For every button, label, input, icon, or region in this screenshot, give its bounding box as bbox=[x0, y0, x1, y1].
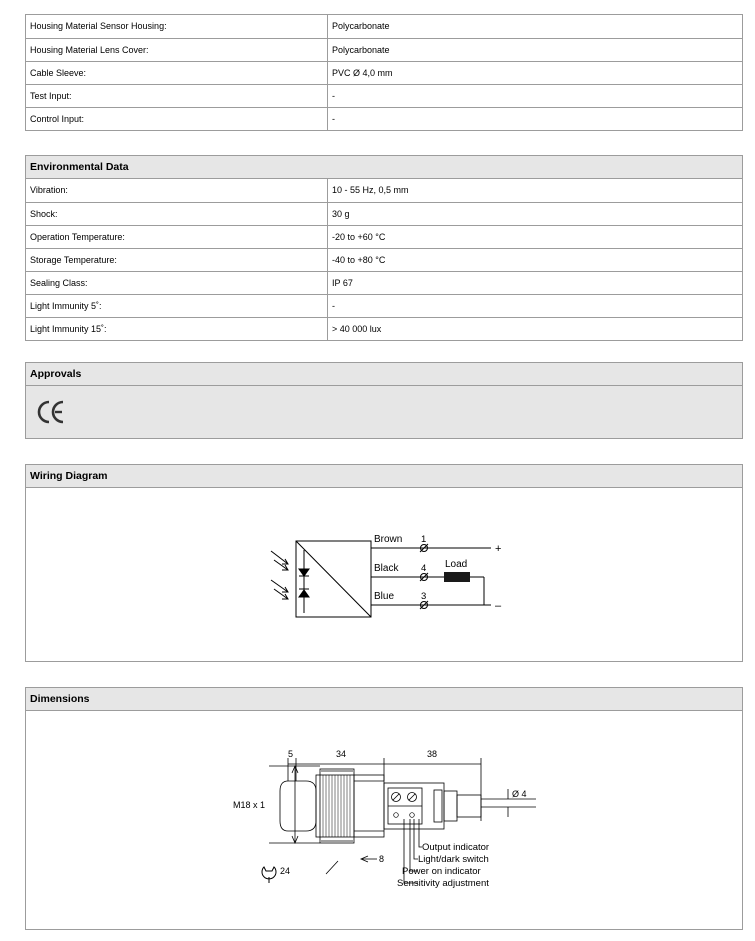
row-label: Housing Material Sensor Housing: bbox=[26, 15, 328, 38]
table-row bbox=[26, 202, 742, 225]
row-label: Housing Material Lens Cover: bbox=[26, 39, 328, 61]
table-row bbox=[26, 248, 742, 271]
row-label: Vibration: bbox=[26, 179, 328, 202]
row-value: 30 g bbox=[332, 209, 350, 219]
row-label: Operation Temperature: bbox=[26, 226, 328, 248]
environmental-data-section bbox=[25, 155, 743, 341]
dimension-34: 34 bbox=[336, 749, 347, 759]
approvals-section bbox=[25, 362, 743, 439]
dimension-cable-diameter: Ø 4 bbox=[512, 789, 527, 799]
section-title: Environmental Data bbox=[26, 156, 742, 179]
row-value: -20 to +60 °C bbox=[332, 232, 386, 242]
dimensions-drawing bbox=[26, 711, 742, 929]
table-row bbox=[26, 15, 742, 38]
table-row bbox=[26, 84, 742, 107]
row-value: Polycarbonate bbox=[332, 21, 390, 31]
row-value: Polycarbonate bbox=[332, 45, 390, 55]
section-title: Wiring Diagram bbox=[26, 465, 742, 488]
wire-label: Black bbox=[374, 563, 399, 574]
table-row bbox=[26, 317, 742, 340]
dimension-thread: M18 x 1 bbox=[233, 800, 266, 810]
dimension-8: 8 bbox=[379, 854, 385, 864]
section-title: Approvals bbox=[26, 363, 742, 386]
row-value: 10 - 55 Hz, 0,5 mm bbox=[332, 185, 409, 195]
row-label: Cable Sleeve: bbox=[26, 62, 328, 84]
wire-label: Brown bbox=[374, 534, 403, 545]
section-title: Dimensions bbox=[26, 688, 742, 711]
row-value: PVC Ø 4,0 mm bbox=[332, 68, 393, 78]
row-label: Shock: bbox=[26, 203, 328, 225]
table-row bbox=[26, 38, 742, 61]
dimension-38: 38 bbox=[427, 749, 438, 759]
table-row bbox=[26, 107, 742, 130]
wire-label: Blue bbox=[374, 591, 395, 602]
row-label: Control Input: bbox=[26, 108, 328, 130]
row-value: - bbox=[332, 91, 335, 101]
ce-mark-icon bbox=[36, 399, 66, 430]
row-value: > 40 000 lux bbox=[332, 324, 382, 334]
table-row bbox=[26, 294, 742, 317]
row-value: IP 67 bbox=[332, 278, 353, 288]
table-row bbox=[26, 225, 742, 248]
load-resistor bbox=[444, 572, 470, 582]
row-value: -40 to +80 °C bbox=[332, 255, 386, 265]
callout-light-dark-switch: Light/dark switch bbox=[418, 854, 489, 865]
wiring-diagram-section bbox=[25, 464, 743, 662]
wrench-icon bbox=[262, 867, 276, 883]
dimension-5: 5 bbox=[288, 749, 294, 759]
row-label: Light Immunity 15˚: bbox=[26, 318, 328, 340]
dimension-wrench-size: 24 bbox=[280, 866, 291, 876]
pin-number: 3 bbox=[421, 591, 427, 602]
terminal-sign: – bbox=[495, 600, 502, 612]
row-label: Sealing Class: bbox=[26, 272, 328, 294]
table-row bbox=[26, 61, 742, 84]
pin-number: 1 bbox=[421, 534, 427, 545]
row-label: Light Immunity 5˚: bbox=[26, 295, 328, 317]
row-label: Test Input: bbox=[26, 85, 328, 107]
callout-power-on-indicator: Power on indicator bbox=[402, 866, 481, 877]
housing-materials-table bbox=[25, 14, 743, 131]
table-row bbox=[26, 179, 742, 202]
wiring-diagram bbox=[26, 488, 742, 661]
dimensions-section bbox=[25, 687, 743, 930]
pin-number: 4 bbox=[421, 563, 427, 574]
row-value: - bbox=[332, 114, 335, 124]
terminal-sign: + bbox=[495, 543, 502, 555]
row-value: - bbox=[332, 301, 335, 311]
callout-sensitivity-adjustment: Sensitivity adjustment bbox=[397, 878, 489, 889]
callout-output-indicator: Output indicator bbox=[422, 842, 490, 853]
table-row bbox=[26, 271, 742, 294]
load-label: Load bbox=[445, 559, 468, 570]
row-label: Storage Temperature: bbox=[26, 249, 328, 271]
